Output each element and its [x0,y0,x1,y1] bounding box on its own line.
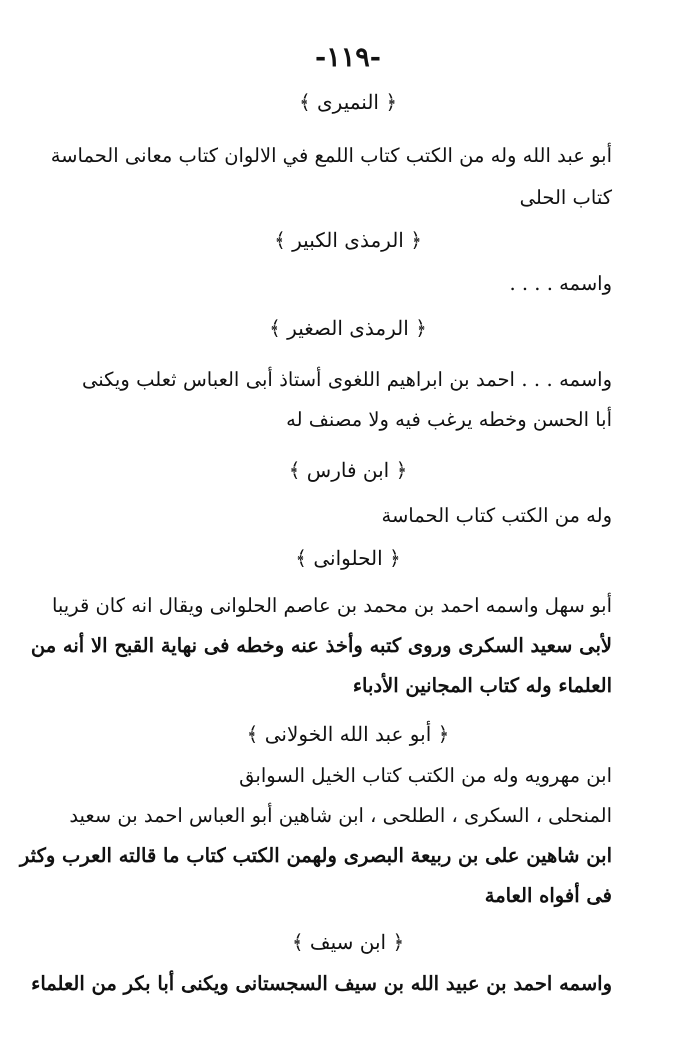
text-line: أبا الحسن وخطه يرغب فيه ولا مصنف له [286,408,612,431]
text-line: فى أفواه العامة [484,884,612,907]
section-heading-ibn-sayf: ﴿ ابن سيف ﴾ [291,930,405,954]
text-line: العلماء وله كتاب المجانين الأدباء [352,674,612,697]
text-line: أبو عبد الله وله من الكتب كتاب اللمع في الالوان كتاب معانى الحماسة [50,144,612,167]
page-number: -١١٩- [315,42,381,73]
section-heading-ramadhi-saghir: ﴿ الرمذى الصغير ﴾ [269,316,427,340]
section-heading-numayri: ﴿ النميرى ﴾ [298,90,398,114]
text-line: أبو سهل واسمه احمد بن محمد بن عاصم الحلوانى ويقال انه كان قريبا [51,594,612,617]
text-line: ابن شاهين على بن ربيعة البصرى ولهمن الكتب كتاب ما قالته العرب وكثر [19,844,612,867]
text-line: وله من الكتب كتاب الحماسة [381,504,612,527]
text-line: واسمه . . . . [509,272,612,295]
section-heading-ibn-faris: ﴿ ابن فارس ﴾ [288,458,408,482]
section-heading-hulwani: ﴿ الحلوانى ﴾ [295,546,401,570]
section-heading-ramadhi-kabir: ﴿ الرمذى الكبير ﴾ [274,228,422,252]
text-line: ابن مهرويه وله من الكتب كتاب الخيل السوابق [239,764,612,787]
text-line: كتاب الحلى [519,186,612,209]
text-line: واسمه احمد بن عبيد الله بن سيف السجستانى ويكنى أبا بكر من العلماء [31,972,612,995]
text-line: واسمه . . . احمد بن ابراهيم اللغوى أستاذ أبى العباس ثعلب ويكنى [82,368,612,391]
section-heading-khawlani: ﴿ أبو عبد الله الخولانى ﴾ [246,722,450,746]
text-line: لأبى سعيد السكرى وروى كتبه وأخذ عنه وخطه فى نهاية القبح الا أنه من [30,634,612,657]
text-line: المنحلى ، السكرى ، الطلحى ، ابن شاهين أبو العباس احمد بن سعيد [69,804,612,827]
